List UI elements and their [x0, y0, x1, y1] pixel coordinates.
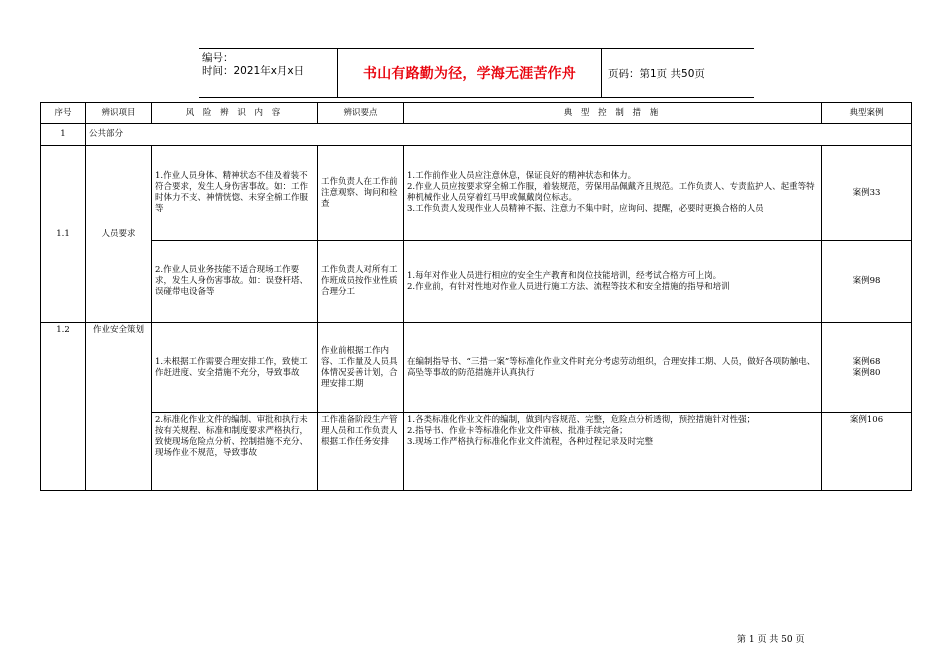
- typical-case: [822, 323, 912, 413]
- control-measures: [404, 413, 822, 491]
- measure-item: 3.现场工作严格执行标准化作业文件流程，各种过程记录及时完整: [407, 437, 654, 447]
- table-row: [41, 413, 912, 491]
- time-label: 时间：2021年x月x日: [202, 65, 305, 77]
- measure-item: 2.作业前，有针对性地对作业人员进行施工方法、流程等技术和安全措施的指导和培训: [407, 281, 730, 292]
- col-header-key: 辨识要点: [318, 103, 404, 124]
- table-row: [41, 146, 912, 241]
- risk-content: 2.作业人员业务技能不适合现场工作要求，发生人身伤害事故。如：误登杆塔、误碰带电设备等: [152, 241, 318, 323]
- section-no: 1: [41, 124, 86, 146]
- measure-item: 2.指导书、作业卡等标准化作业文件审核、批准手续完备；: [407, 426, 628, 436]
- header-motto: 书山有路勤为径，学海无涯苦作舟: [338, 49, 602, 97]
- col-header-no: 序号: [41, 103, 86, 124]
- typical-case: 案例98: [822, 241, 912, 323]
- group-no: 1.2: [41, 323, 86, 491]
- key-point: 作业前根据工作内容、工作量及人员具体情况妥善计划，合理安排工期: [318, 323, 404, 413]
- document-header: [199, 48, 754, 98]
- col-header-risk: 风 险 辨 识 内 容: [152, 103, 318, 124]
- risk-content: 2.标准化作业文件的编制、审批和执行未按有关规程、标准和制度要求严格执行，致使现场危险点分析、控制措施不充分、现场作业不规范，导致事故: [152, 413, 318, 491]
- risk-content: 1.作业人员身体、精神状态不佳及着装不符合要求，发生人身伤害事故。如：工作时体力不支、神情恍惚、未穿全棉工作服等: [152, 146, 318, 241]
- measure-item: 1.各类标准化作业文件的编制，做到内容规范、完整，危险点分析透彻，预控措施针对性强；: [407, 415, 756, 425]
- risk-table: [40, 102, 912, 491]
- measure-item: 2.作业人员应按要求穿全棉工作服，着装规范，劳保用品佩戴齐且规范。工作负责人、专责监护人、起重等特种机械作业人员穿着红马甲或佩戴岗位标志。: [407, 182, 815, 203]
- col-header-measures: 典 型 控 制 措 施: [404, 103, 822, 124]
- page-footer: 第 1 页 共 50 页: [737, 635, 805, 645]
- measure-item: 在编制指导书、“三措一案”等标准化作业文件时充分考虑劳动组织，合理安排工期、人员，做好各项防触电、高坠等事故的防范措施并认真执行: [407, 356, 816, 378]
- measure-item: 1.工作前作业人员应注意休息，保证良好的精神状态和体力。: [407, 171, 637, 181]
- table-row: [41, 241, 912, 323]
- group-no: 1.1: [41, 146, 86, 323]
- table-row: [41, 323, 912, 413]
- header-page-label: 页码：第1页 共50页: [608, 67, 705, 80]
- typical-case: 案例106: [822, 413, 912, 491]
- table-header-row: [41, 103, 912, 124]
- group-item: 作业安全策划: [86, 323, 152, 491]
- measure-item: 1.每年对作业人员进行相应的安全生产教育和岗位技能培训，经考试合格方可上岗。: [407, 270, 722, 281]
- typical-case: 案例33: [822, 146, 912, 241]
- case-item: 案例68: [852, 356, 881, 367]
- risk-content: 1.未根据工作需要合理安排工作，致使工作赶进度、安全措施不充分，导致事故: [152, 323, 318, 413]
- key-point: 工作负责人在工作前注意观察、询问和检查: [318, 146, 404, 241]
- control-measures: [404, 241, 822, 323]
- measure-item: 3.工作负责人发现作业人员精神不振、注意力不集中时，应询问、提醒，必要时更换合格的人员: [407, 204, 764, 214]
- group-item: 人员要求: [86, 146, 152, 323]
- number-label: 编号：: [202, 52, 234, 64]
- case-item: 案例80: [852, 367, 881, 378]
- section-title: 公共部分: [86, 124, 912, 146]
- control-measures: [404, 146, 822, 241]
- key-point: 工作准备阶段生产管理人员和工作负责人根据工作任务安排: [318, 413, 404, 491]
- col-header-item: 辨识项目: [86, 103, 152, 124]
- col-header-cases: 典型案例: [822, 103, 912, 124]
- header-meta: [199, 49, 338, 97]
- section-row: [41, 124, 912, 146]
- control-measures: [404, 323, 822, 413]
- key-point: 工作负责人对所有工作班成员按作业性质合理分工: [318, 241, 404, 323]
